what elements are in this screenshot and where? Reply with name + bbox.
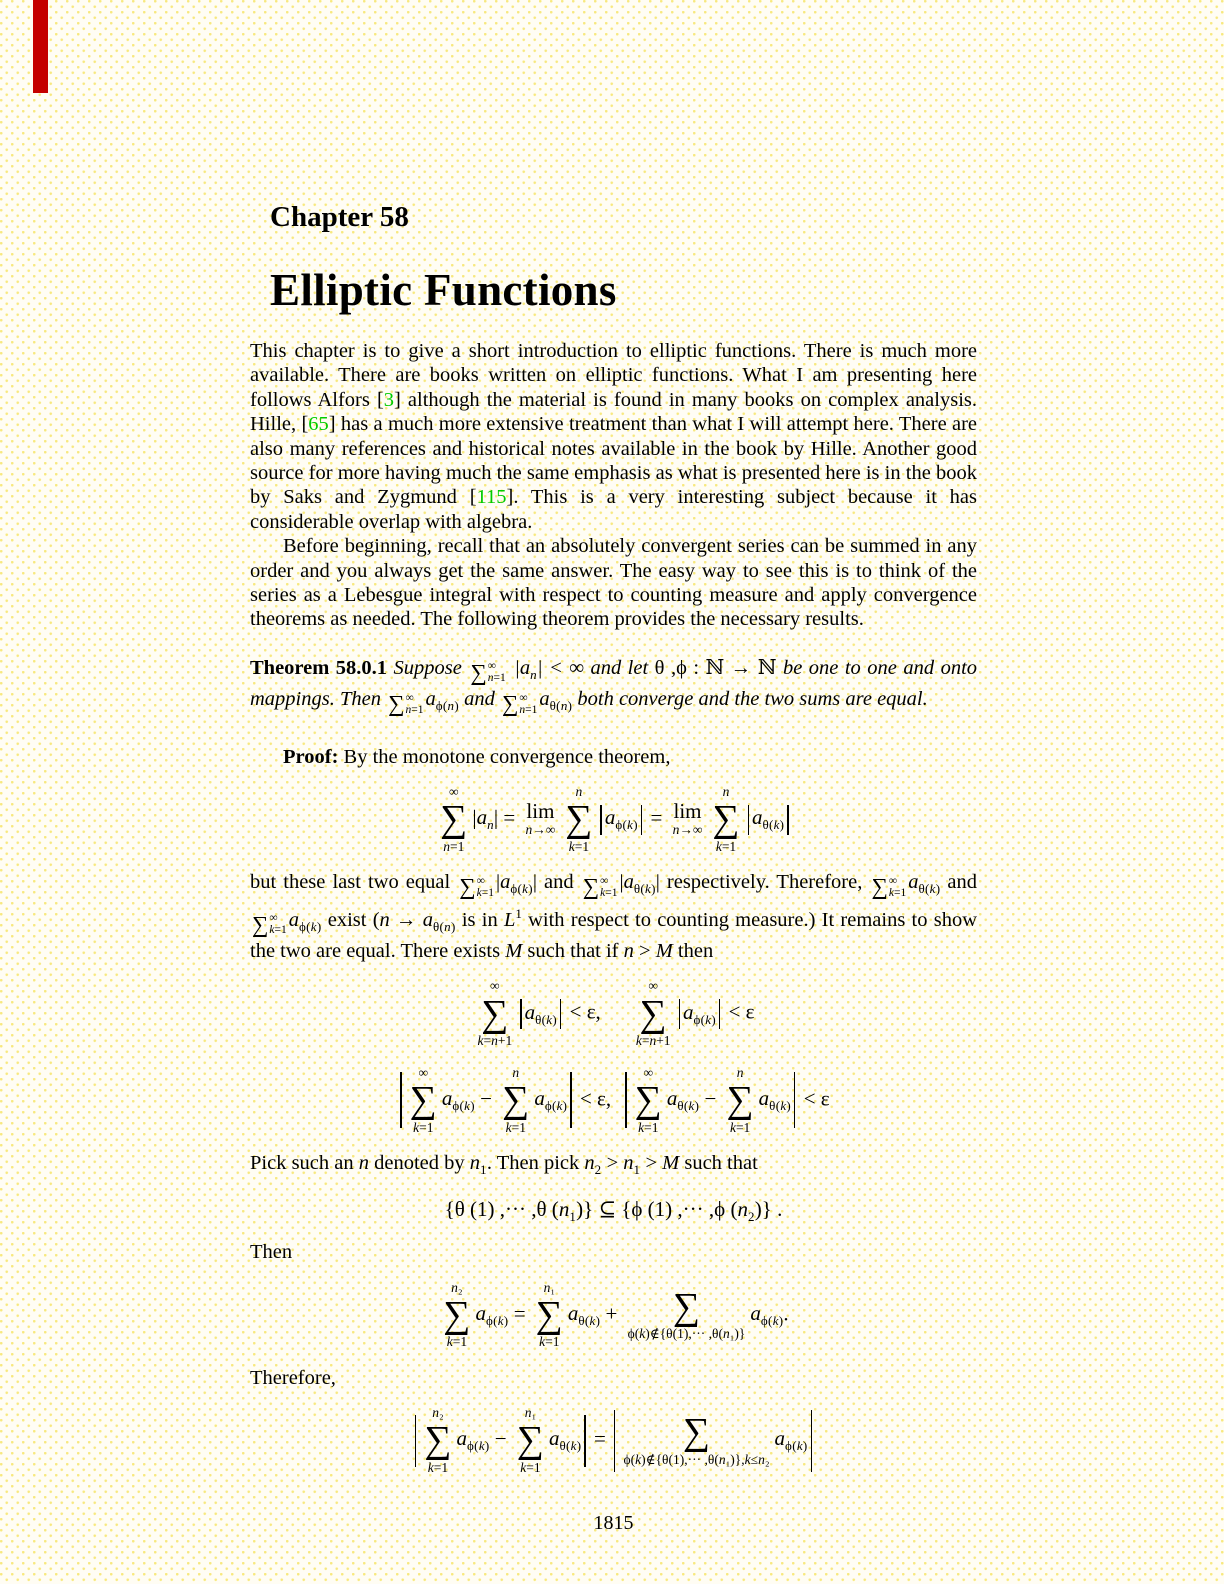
citation-ref: [115] — [469, 486, 514, 509]
limit-operator: lim n→∞ — [672, 799, 703, 838]
italic-text: and — [459, 688, 500, 711]
text-run: Before beginning, recall that an absolutely convergent series can be summed in any order and you always get the same answer. The easy way to see this is to think of the series as a Lebesgue integral with respect to counting measure and apply convergence theorems as needed. The following theorem provides the necessary results. — [250, 535, 977, 631]
italic-text: n — [623, 940, 634, 963]
equation-set-inclusion — [250, 1197, 977, 1225]
citation-number: 115 — [476, 486, 507, 509]
text-run: | — [619, 871, 624, 894]
intro-paragraph — [250, 339, 977, 534]
vertical-bar — [748, 805, 749, 835]
text-run: | — [472, 805, 477, 830]
text-run: = — [645, 805, 668, 830]
citation-number: 3 — [383, 388, 395, 411]
math-var: $a_{\phi(k)}$ — [288, 908, 322, 934]
italic-text: n — [379, 908, 390, 931]
text-run: − — [474, 1085, 498, 1110]
display-sum: n₁ ∑ k=1 — [516, 1405, 544, 1475]
math-var: $a_{\theta(k)}$ — [751, 805, 785, 833]
display-sum: n₁ ∑ k=1 — [535, 1279, 563, 1350]
text-run: | = — [493, 805, 521, 830]
equation-difference-bound — [250, 1405, 977, 1476]
vertical-bar — [614, 1410, 615, 1472]
inline-sum: ∑ ∞ k=1 — [252, 911, 287, 937]
text-run: − — [699, 1085, 722, 1110]
vertical-bar — [679, 999, 680, 1029]
equation-tail-bounds — [250, 978, 977, 1049]
math-var: $a_{\theta(k)}$ — [666, 1085, 700, 1113]
citation-number: 65 — [308, 413, 329, 436]
display-sum: n₂ ∑ k=1 — [424, 1405, 452, 1475]
italic-text: | < ∞ and let — [536, 656, 655, 679]
text-run: Then — [250, 1241, 293, 1264]
vertical-bar — [625, 1072, 626, 1128]
text-run: . This is a very interesting subject because it has considerable overlap with algebra. — [250, 486, 977, 533]
text-run: θ ,ϕ : ℕ → ℕ — [654, 656, 783, 679]
text-run: < ε, — [574, 1085, 617, 1110]
math-var: $n_1$ — [469, 1151, 487, 1177]
text-run: denoted by — [369, 1151, 470, 1174]
math-var: $a_{\phi(k)}$ — [475, 1300, 509, 1328]
italic-text: | — [507, 656, 520, 679]
text-run: = — [508, 1300, 531, 1325]
math-var: $a_{\theta(k)}$ — [548, 1426, 582, 1454]
text-run: . — [783, 1300, 789, 1325]
text-run: = — [588, 1426, 612, 1451]
red-indicator-bar — [33, 0, 48, 93]
math-var: $a_{\phi(k)}$ — [456, 1426, 490, 1454]
math-var: $a_{\phi(k)}$ — [534, 1085, 568, 1113]
text-run: + — [600, 1300, 623, 1325]
bold-text: Proof: — [283, 745, 339, 768]
inline-sum: ∑ ∞ k=1 — [582, 874, 618, 900]
text-run: has a much more extensive treatment than what I will attempt here. There are also many references and historical notes available in the book by Hille. Another good source for more having much the same emphasis as what is presented here is in the book by Saks and Zygmund — [250, 413, 977, 509]
vertical-bar — [787, 805, 788, 835]
bold-text: Theorem 58.0.1 — [250, 656, 388, 679]
text-run: < ε — [798, 1085, 830, 1110]
text-run: < ε — [723, 999, 755, 1024]
display-sum: ∑ ϕ(k)∉{θ(1),··· ,θ(n₁)},k≤n₂ — [623, 1411, 770, 1467]
text-column — [250, 0, 977, 1535]
vertical-bar — [560, 999, 561, 1029]
vertical-bar — [584, 1415, 585, 1467]
math-var: $n_2$ — [584, 1151, 602, 1177]
italic-text: M — [662, 1151, 680, 1174]
proof-body-paragraph — [250, 870, 977, 963]
vertical-bar — [719, 999, 720, 1029]
display-sum: ∑ ϕ(k)∉{θ(1),··· ,θ(n₁)} — [627, 1285, 746, 1342]
math-var: $a_{\theta(k)}$ — [524, 999, 557, 1027]
display-sum: n ∑ k=1 — [712, 784, 740, 855]
proof-intro — [250, 745, 977, 769]
vertical-bar — [794, 1072, 795, 1128]
text-run: This chapter is to give a short introduction to elliptic functions. There is much more available. There are books written on elliptic functions. What I am presenting here follows Alfors — [250, 340, 977, 411]
convergence-paragraph — [250, 534, 977, 632]
text-run: → — [389, 908, 423, 931]
text-run: with respect to counting measure.) It remains to show the two are equal. There exists — [250, 908, 978, 963]
text-run: {θ (1) ,··· ,θ ( — [444, 1197, 559, 1222]
text-run: By the monotone convergence theorem, — [338, 745, 671, 768]
math-var: $a_{\theta(k)}$ — [758, 1085, 792, 1113]
math-var: $a_{\phi(k)}$ — [604, 805, 638, 833]
text-run: is in — [455, 908, 504, 931]
italic-text: Suppose — [387, 656, 469, 679]
inline-sum: ∑ ∞ k=1 — [871, 874, 907, 900]
text-run: > — [601, 1151, 624, 1174]
display-sum: n ∑ k=1 — [565, 784, 593, 855]
vertical-bar — [641, 805, 642, 835]
text-run: | — [496, 871, 501, 894]
text-run: Therefore, — [250, 1366, 336, 1389]
math-var: $a_{\phi(k)}$ — [682, 999, 716, 1027]
text-run: but these last two equal — [250, 871, 458, 894]
pick-n-paragraph — [250, 1151, 977, 1182]
text-run: < ε, — [564, 999, 601, 1024]
math-var: $a_{\phi(k)}$ — [441, 1085, 475, 1113]
vertical-bar — [400, 1072, 401, 1128]
therefore-line — [250, 1366, 977, 1390]
vertical-bar — [600, 805, 601, 835]
text-run: )} ⊆ {ϕ (1) ,··· ,ϕ ( — [576, 1197, 738, 1222]
page-content — [250, 339, 977, 1476]
text-run: then — [672, 940, 714, 963]
math-var: $a_{\theta(n)}$ — [422, 908, 456, 934]
italic-text: M — [505, 940, 523, 963]
italic-text: be one to one and onto mappings. Then — [250, 656, 978, 711]
math-var: $n_2$ — [737, 1197, 755, 1225]
text-run: > — [633, 940, 656, 963]
text-run: exist ( — [321, 908, 380, 931]
vertical-bar — [415, 1415, 416, 1467]
italic-text: M — [655, 940, 673, 963]
display-sum: ∞ ∑ n=1 — [440, 784, 468, 855]
vertical-bar — [811, 1410, 812, 1472]
math-var: $a_{\theta(k)}$ — [567, 1300, 601, 1328]
text-run: | respectively. Therefore, — [655, 871, 870, 894]
equation-sum-decomposition — [250, 1280, 977, 1351]
math-var: $L^1$ — [503, 905, 522, 931]
display-sum: n ∑ k=1 — [502, 1064, 530, 1135]
math-var: $a_{\phi(k)}$ — [500, 871, 533, 897]
text-run: )} . — [754, 1197, 783, 1222]
text-run: although the material is found in many books on complex analysis. Hille, — [250, 388, 978, 436]
text-run: such that if — [522, 940, 624, 963]
vertical-bar — [520, 999, 521, 1029]
text-run: > — [640, 1151, 663, 1174]
display-sum: ∞ ∑ k=n+1 — [635, 978, 671, 1049]
math-var: $a_{\phi(k)}$ — [750, 1300, 784, 1328]
limit-operator: lim n→∞ — [525, 799, 556, 838]
italic-text: n — [358, 1151, 369, 1174]
math-var: $a_{\theta(k)}$ — [623, 871, 656, 897]
equation-partial-sum-bounds — [250, 1065, 977, 1136]
italic-text: both converge and the two sums are equal. — [572, 688, 928, 711]
display-sum: n ∑ k=1 — [726, 1064, 754, 1135]
display-sum: ∞ ∑ k=1 — [634, 1064, 662, 1135]
text-run: − — [489, 1426, 512, 1451]
math-var: $n_1$ — [558, 1197, 577, 1225]
math-var: $a_{\phi(k)}$ — [774, 1426, 808, 1454]
page-number: 1815 — [593, 1512, 634, 1535]
then-line — [250, 1240, 977, 1264]
text-run: such that — [679, 1151, 758, 1174]
math-var: $a_n$ — [476, 805, 494, 833]
inline-sum: ∑ ∞ n=1 — [388, 691, 424, 717]
citation-ref: [65] — [301, 413, 336, 436]
math-var: $a_n$ — [519, 656, 537, 682]
display-sum: ∞ ∑ k=1 — [409, 1064, 437, 1135]
inline-sum: ∑ ∞ n=1 — [470, 659, 506, 685]
math-var: $a_{\theta(k)}$ — [908, 871, 941, 897]
math-var: $a_{\theta(n)}$ — [539, 688, 573, 714]
text-run: and — [940, 871, 977, 894]
display-sum: ∞ ∑ k=n+1 — [477, 978, 513, 1049]
citation-ref: [3] — [376, 388, 401, 411]
text-run: . Then pick — [486, 1151, 585, 1174]
chapter-title: Elliptic Functions — [270, 265, 617, 315]
vertical-bar — [570, 1072, 571, 1128]
theorem-58-0-1 — [250, 656, 977, 719]
display-sum: n₂ ∑ k=1 — [443, 1279, 471, 1350]
inline-sum: ∑ ∞ n=1 — [502, 691, 538, 717]
equation-monotone-convergence — [250, 784, 977, 855]
math-var: $a_{\phi(n)}$ — [425, 688, 459, 714]
math-var: $n_1$ — [623, 1151, 641, 1177]
chapter-label: Chapter 58 — [270, 201, 409, 233]
text-run: | and — [532, 871, 581, 894]
inline-sum: ∑ ∞ k=1 — [459, 874, 495, 900]
text-run: Pick such an — [250, 1151, 359, 1174]
